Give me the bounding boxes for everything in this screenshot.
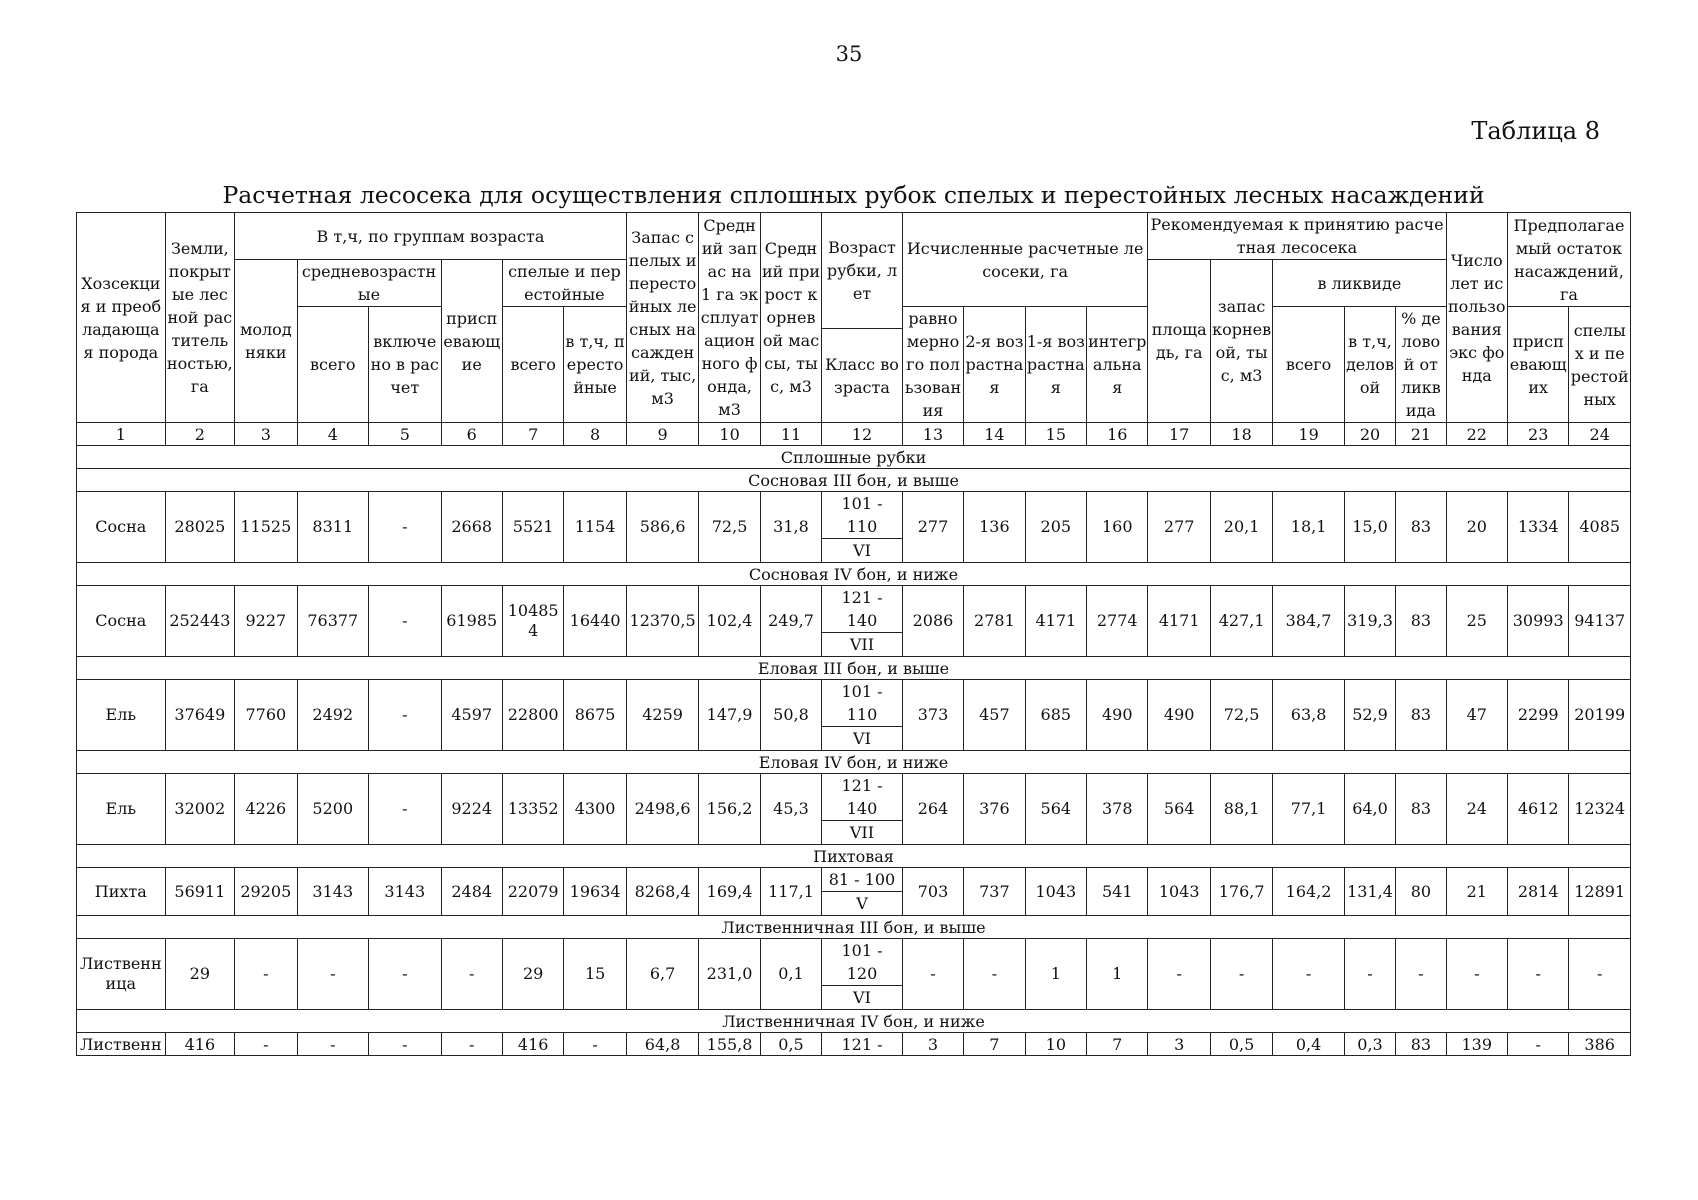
value-cell: 6,7 <box>626 939 699 1010</box>
value-cell: 147,9 <box>699 680 760 751</box>
value-cell: 37649 <box>165 680 234 751</box>
value-cell: 2781 <box>964 586 1025 657</box>
value-cell: 737 <box>964 868 1025 916</box>
group-heading-row <box>77 657 1631 680</box>
value-cell: 8268,4 <box>626 868 699 916</box>
value-cell: 88,1 <box>1210 774 1272 845</box>
value-cell: - <box>902 939 963 1010</box>
felling-age-cell: 110 <box>822 703 903 727</box>
felling-age-cell: 140 <box>822 609 903 633</box>
header-liquid-total: всего <box>1273 307 1345 423</box>
value-cell: - <box>1569 939 1631 1010</box>
column-numbers-row <box>77 423 1631 446</box>
value-cell: 319,3 <box>1344 586 1395 657</box>
value-cell: 4612 <box>1507 774 1568 845</box>
section-heading: Сплошные рубки <box>77 446 1631 469</box>
value-cell: 2086 <box>902 586 963 657</box>
value-cell: 45,3 <box>760 774 821 845</box>
value-cell: 277 <box>902 492 963 563</box>
species-cell: Лиственница <box>77 939 166 1010</box>
value-cell: 231,0 <box>699 939 760 1010</box>
value-cell: 12324 <box>1569 774 1631 845</box>
header-ripe: спелые и перестойные <box>502 260 626 307</box>
value-cell: 136 <box>964 492 1025 563</box>
col-number: 2 <box>165 423 234 446</box>
value-cell: 15 <box>564 939 626 1010</box>
value-cell: 0,5 <box>760 1033 821 1056</box>
value-cell: 0,3 <box>1344 1033 1395 1056</box>
value-cell: 1 <box>1025 939 1086 1010</box>
felling-table <box>76 212 1631 1056</box>
species-cell: Ель <box>77 774 166 845</box>
value-cell: 2498,6 <box>626 774 699 845</box>
value-cell: 703 <box>902 868 963 916</box>
value-cell: - <box>297 939 369 1010</box>
value-cell: 21 <box>1446 868 1507 916</box>
group-heading-row <box>77 1010 1631 1033</box>
table-row <box>77 1033 1631 1056</box>
header-liquid: в ликвиде <box>1273 260 1446 307</box>
value-cell: 11525 <box>235 492 297 563</box>
value-cell: 155,8 <box>699 1033 760 1056</box>
value-cell: - <box>964 939 1025 1010</box>
value-cell: 252443 <box>165 586 234 657</box>
col-number: 24 <box>1569 423 1631 446</box>
group-heading-row <box>77 469 1631 492</box>
value-cell: - <box>369 1033 442 1056</box>
value-cell: 376 <box>964 774 1025 845</box>
header-mid-total: всего <box>297 307 369 423</box>
value-cell: 205 <box>1025 492 1086 563</box>
value-cell: 117,1 <box>760 868 821 916</box>
value-cell: 32002 <box>165 774 234 845</box>
col-number: 16 <box>1087 423 1148 446</box>
value-cell: 5521 <box>502 492 563 563</box>
value-cell: 264 <box>902 774 963 845</box>
col-number: 15 <box>1025 423 1086 446</box>
value-cell: - <box>235 1033 297 1056</box>
species-cell: Сосна <box>77 586 166 657</box>
age-class-cell: VII <box>822 633 903 657</box>
value-cell: 490 <box>1148 680 1210 751</box>
header-age-groups: В т,ч, по группам возраста <box>235 213 627 260</box>
header-years-use: Число лет использования экс фонда <box>1446 213 1507 423</box>
col-number: 19 <box>1273 423 1345 446</box>
value-cell: 156,2 <box>699 774 760 845</box>
value-cell: 50,8 <box>760 680 821 751</box>
value-cell: 586,6 <box>626 492 699 563</box>
value-cell: 160 <box>1087 492 1148 563</box>
value-cell: 22079 <box>502 868 563 916</box>
col-number: 23 <box>1507 423 1568 446</box>
felling-age-cell: 121 - <box>822 774 903 798</box>
value-cell: - <box>297 1033 369 1056</box>
col-number: 5 <box>369 423 442 446</box>
value-cell: 83 <box>1396 586 1446 657</box>
value-cell: 139 <box>1446 1033 1507 1056</box>
value-cell: 685 <box>1025 680 1086 751</box>
col-number: 10 <box>699 423 760 446</box>
value-cell: 2774 <box>1087 586 1148 657</box>
table-row <box>77 680 1631 704</box>
value-cell: 22800 <box>502 680 563 751</box>
value-cell: 12370,5 <box>626 586 699 657</box>
value-cell: 8311 <box>297 492 369 563</box>
col-number: 21 <box>1396 423 1446 446</box>
group-heading-row <box>77 845 1631 868</box>
col-number: 1 <box>77 423 166 446</box>
header-forest-land: Земли, покрытые лесной растительностью, га <box>165 213 234 423</box>
value-cell: 31,8 <box>760 492 821 563</box>
value-cell: 3143 <box>369 868 442 916</box>
age-class-cell: V <box>822 892 903 916</box>
value-cell: 19634 <box>564 868 626 916</box>
header-ripe-over: в т,ч, перестойные <box>564 307 626 423</box>
value-cell: 3143 <box>297 868 369 916</box>
species-cell: Пихта <box>77 868 166 916</box>
value-cell: 30993 <box>1507 586 1568 657</box>
col-number: 3 <box>235 423 297 446</box>
value-cell: 3 <box>902 1033 963 1056</box>
col-number: 9 <box>626 423 699 446</box>
value-cell: 16440 <box>564 586 626 657</box>
value-cell: 77,1 <box>1273 774 1345 845</box>
value-cell: 13352 <box>502 774 563 845</box>
value-cell: 47 <box>1446 680 1507 751</box>
value-cell: 4171 <box>1025 586 1086 657</box>
group-heading-row <box>77 563 1631 586</box>
group-heading: Сосновая IV бон, и ниже <box>77 563 1631 586</box>
header-felling-age: Возраст рубки, лет <box>822 213 903 329</box>
header-remaining: Предполагаемый остаток насаждений, га <box>1507 213 1630 307</box>
value-cell: 2299 <box>1507 680 1568 751</box>
value-cell: 490 <box>1087 680 1148 751</box>
age-class-cell: VI <box>822 539 903 563</box>
value-cell: 18,1 <box>1273 492 1345 563</box>
header-root-stock: запас корневой, тыс, м3 <box>1210 260 1272 423</box>
value-cell: 25 <box>1446 586 1507 657</box>
header-age-class: Класс возраста <box>822 329 903 423</box>
species-cell: Сосна <box>77 492 166 563</box>
group-heading-row <box>77 916 1631 939</box>
value-cell: 277 <box>1148 492 1210 563</box>
header-ripe-stock: Запас спелых и перестойных лесных насаждений, тыс, м3 <box>626 213 699 423</box>
value-cell: - <box>369 939 442 1010</box>
col-number: 20 <box>1344 423 1395 446</box>
value-cell: 83 <box>1396 774 1446 845</box>
value-cell: 1 <box>1087 939 1148 1010</box>
value-cell: 5200 <box>297 774 369 845</box>
felling-age-cell: 120 <box>822 962 903 986</box>
group-heading: Лиственничная IV бон, и ниже <box>77 1010 1631 1033</box>
table-row <box>77 586 1631 610</box>
col-number: 4 <box>297 423 369 446</box>
col-number: 14 <box>964 423 1025 446</box>
value-cell: 541 <box>1087 868 1148 916</box>
header-rem-maturing: приспевающих <box>1507 307 1568 423</box>
value-cell: - <box>369 586 442 657</box>
col-number: 7 <box>502 423 563 446</box>
header-business-percent: % деловой от ликвида <box>1396 307 1446 423</box>
value-cell: 8675 <box>564 680 626 751</box>
group-heading: Сосновая III бон, и выше <box>77 469 1631 492</box>
header-species: Хозсекция и преобладающая порода <box>77 213 166 423</box>
col-number: 11 <box>760 423 821 446</box>
value-cell: 80 <box>1396 868 1446 916</box>
value-cell: 1043 <box>1148 868 1210 916</box>
value-cell: 378 <box>1087 774 1148 845</box>
value-cell: 28025 <box>165 492 234 563</box>
value-cell: - <box>369 492 442 563</box>
table-title: Расчетная лесосека для осуществления сплошных рубок спелых и перестойных лесных насаждений <box>222 181 1485 209</box>
value-cell: 52,9 <box>1344 680 1395 751</box>
table-row <box>77 492 1631 516</box>
group-heading-row <box>77 751 1631 774</box>
header-uniform: равномерного пользования <box>902 307 963 423</box>
value-cell: - <box>369 774 442 845</box>
value-cell: 83 <box>1396 1033 1446 1056</box>
value-cell: 386 <box>1569 1033 1631 1056</box>
value-cell: 416 <box>165 1033 234 1056</box>
felling-age-cell: 101 - <box>822 492 903 516</box>
col-number: 8 <box>564 423 626 446</box>
value-cell: 15,0 <box>1344 492 1395 563</box>
group-heading: Пихтовая <box>77 845 1631 868</box>
value-cell: - <box>1148 939 1210 1010</box>
value-cell: 131,4 <box>1344 868 1395 916</box>
group-heading: Еловая IV бон, и ниже <box>77 751 1631 774</box>
header-first-age: 1-я возрастная <box>1025 307 1086 423</box>
age-class-cell: VI <box>822 727 903 751</box>
felling-age-cell: 101 - <box>822 680 903 704</box>
value-cell: 4259 <box>626 680 699 751</box>
header-avg-growth: Средний прирост корневой массы, тыс, м3 <box>760 213 821 423</box>
value-cell: 102,4 <box>699 586 760 657</box>
header-area: площадь, га <box>1148 260 1210 423</box>
value-cell: 7 <box>1087 1033 1148 1056</box>
group-heading: Лиственничная III бон, и выше <box>77 916 1631 939</box>
value-cell: 64,0 <box>1344 774 1395 845</box>
value-cell: 7 <box>964 1033 1025 1056</box>
header-avg-stock: Средний запас на 1 га эксплуатационного фонда, м3 <box>699 213 760 423</box>
group-heading: Еловая III бон, и выше <box>77 657 1631 680</box>
value-cell: 56911 <box>165 868 234 916</box>
value-cell: 416 <box>502 1033 563 1056</box>
table-row <box>77 868 1631 892</box>
value-cell: 249,7 <box>760 586 821 657</box>
felling-age-cell: 121 - <box>822 1033 903 1056</box>
value-cell: 564 <box>1148 774 1210 845</box>
value-cell: - <box>1273 939 1345 1010</box>
value-cell: 4171 <box>1148 586 1210 657</box>
value-cell: - <box>441 939 502 1010</box>
value-cell: 24 <box>1446 774 1507 845</box>
value-cell: 2814 <box>1507 868 1568 916</box>
value-cell: 0,1 <box>760 939 821 1010</box>
value-cell: 2484 <box>441 868 502 916</box>
value-cell: 20,1 <box>1210 492 1272 563</box>
value-cell: 427,1 <box>1210 586 1272 657</box>
value-cell: - <box>1210 939 1272 1010</box>
value-cell: 1043 <box>1025 868 1086 916</box>
value-cell: 29 <box>165 939 234 1010</box>
value-cell: 29 <box>502 939 563 1010</box>
value-cell: 76377 <box>297 586 369 657</box>
value-cell: - <box>1344 939 1395 1010</box>
header-integral: интегральная <box>1087 307 1148 423</box>
value-cell: 9227 <box>235 586 297 657</box>
value-cell: - <box>1446 939 1507 1010</box>
value-cell: 0,4 <box>1273 1033 1345 1056</box>
header-young: молодняки <box>235 260 297 423</box>
species-cell: Ель <box>77 680 166 751</box>
felling-age-cell: 110 <box>822 515 903 539</box>
value-cell: 104854 <box>502 586 563 657</box>
value-cell: 4226 <box>235 774 297 845</box>
header-liquid-business: в т,ч, деловой <box>1344 307 1395 423</box>
value-cell: 169,4 <box>699 868 760 916</box>
age-class-cell: VII <box>822 821 903 845</box>
table-row <box>77 774 1631 798</box>
table-row <box>77 939 1631 963</box>
value-cell: 4300 <box>564 774 626 845</box>
header-middle-aged: средневозрастные <box>297 260 441 307</box>
col-number: 12 <box>822 423 903 446</box>
value-cell: 83 <box>1396 680 1446 751</box>
value-cell: 64,8 <box>626 1033 699 1056</box>
value-cell: 9224 <box>441 774 502 845</box>
value-cell: 72,5 <box>1210 680 1272 751</box>
age-class-cell: VI <box>822 986 903 1010</box>
value-cell: 384,7 <box>1273 586 1345 657</box>
value-cell: 564 <box>1025 774 1086 845</box>
value-cell: 4597 <box>441 680 502 751</box>
value-cell: 20199 <box>1569 680 1631 751</box>
header-ripe-total: всего <box>502 307 563 423</box>
header-calculated-cuts: Исчисленные расчетные лесосеки, га <box>902 213 1148 307</box>
table-body <box>77 469 1631 1056</box>
table-number: Таблица 8 <box>1471 117 1600 145</box>
value-cell: 3 <box>1148 1033 1210 1056</box>
felling-age-cell: 140 <box>822 797 903 821</box>
header-mid-included: включено в расчет <box>369 307 442 423</box>
page-number: 35 <box>835 42 863 66</box>
value-cell: - <box>1507 1033 1568 1056</box>
value-cell: 72,5 <box>699 492 760 563</box>
value-cell: 176,7 <box>1210 868 1272 916</box>
species-cell: Лиственн <box>77 1033 166 1056</box>
value-cell: 7760 <box>235 680 297 751</box>
felling-age-cell: 101 - <box>822 939 903 963</box>
value-cell: 63,8 <box>1273 680 1345 751</box>
value-cell: - <box>441 1033 502 1056</box>
value-cell: - <box>1396 939 1446 1010</box>
felling-age-cell: 81 - 100 <box>822 868 903 892</box>
col-number: 22 <box>1446 423 1507 446</box>
value-cell: 94137 <box>1569 586 1631 657</box>
value-cell: 4085 <box>1569 492 1631 563</box>
col-number: 18 <box>1210 423 1272 446</box>
value-cell: - <box>564 1033 626 1056</box>
value-cell: 373 <box>902 680 963 751</box>
value-cell: - <box>235 939 297 1010</box>
value-cell: 457 <box>964 680 1025 751</box>
value-cell: 12891 <box>1569 868 1631 916</box>
value-cell: - <box>1507 939 1568 1010</box>
value-cell: 20 <box>1446 492 1507 563</box>
header-recommended-cut: Рекомендуемая к принятию расчетная лесосека <box>1148 213 1446 260</box>
value-cell: 29205 <box>235 868 297 916</box>
value-cell: - <box>369 680 442 751</box>
col-number: 6 <box>441 423 502 446</box>
header-second-age: 2-я возрастная <box>964 307 1025 423</box>
header-maturing: приспевающие <box>441 260 502 423</box>
value-cell: 61985 <box>441 586 502 657</box>
value-cell: 0,5 <box>1210 1033 1272 1056</box>
felling-age-cell: 121 - <box>822 586 903 610</box>
col-number: 13 <box>902 423 963 446</box>
value-cell: 83 <box>1396 492 1446 563</box>
value-cell: 1334 <box>1507 492 1568 563</box>
value-cell: 2668 <box>441 492 502 563</box>
value-cell: 164,2 <box>1273 868 1345 916</box>
header-rem-ripe: спелых и перестойных <box>1569 307 1631 423</box>
value-cell: 10 <box>1025 1033 1086 1056</box>
value-cell: 1154 <box>564 492 626 563</box>
value-cell: 2492 <box>297 680 369 751</box>
col-number: 17 <box>1148 423 1210 446</box>
